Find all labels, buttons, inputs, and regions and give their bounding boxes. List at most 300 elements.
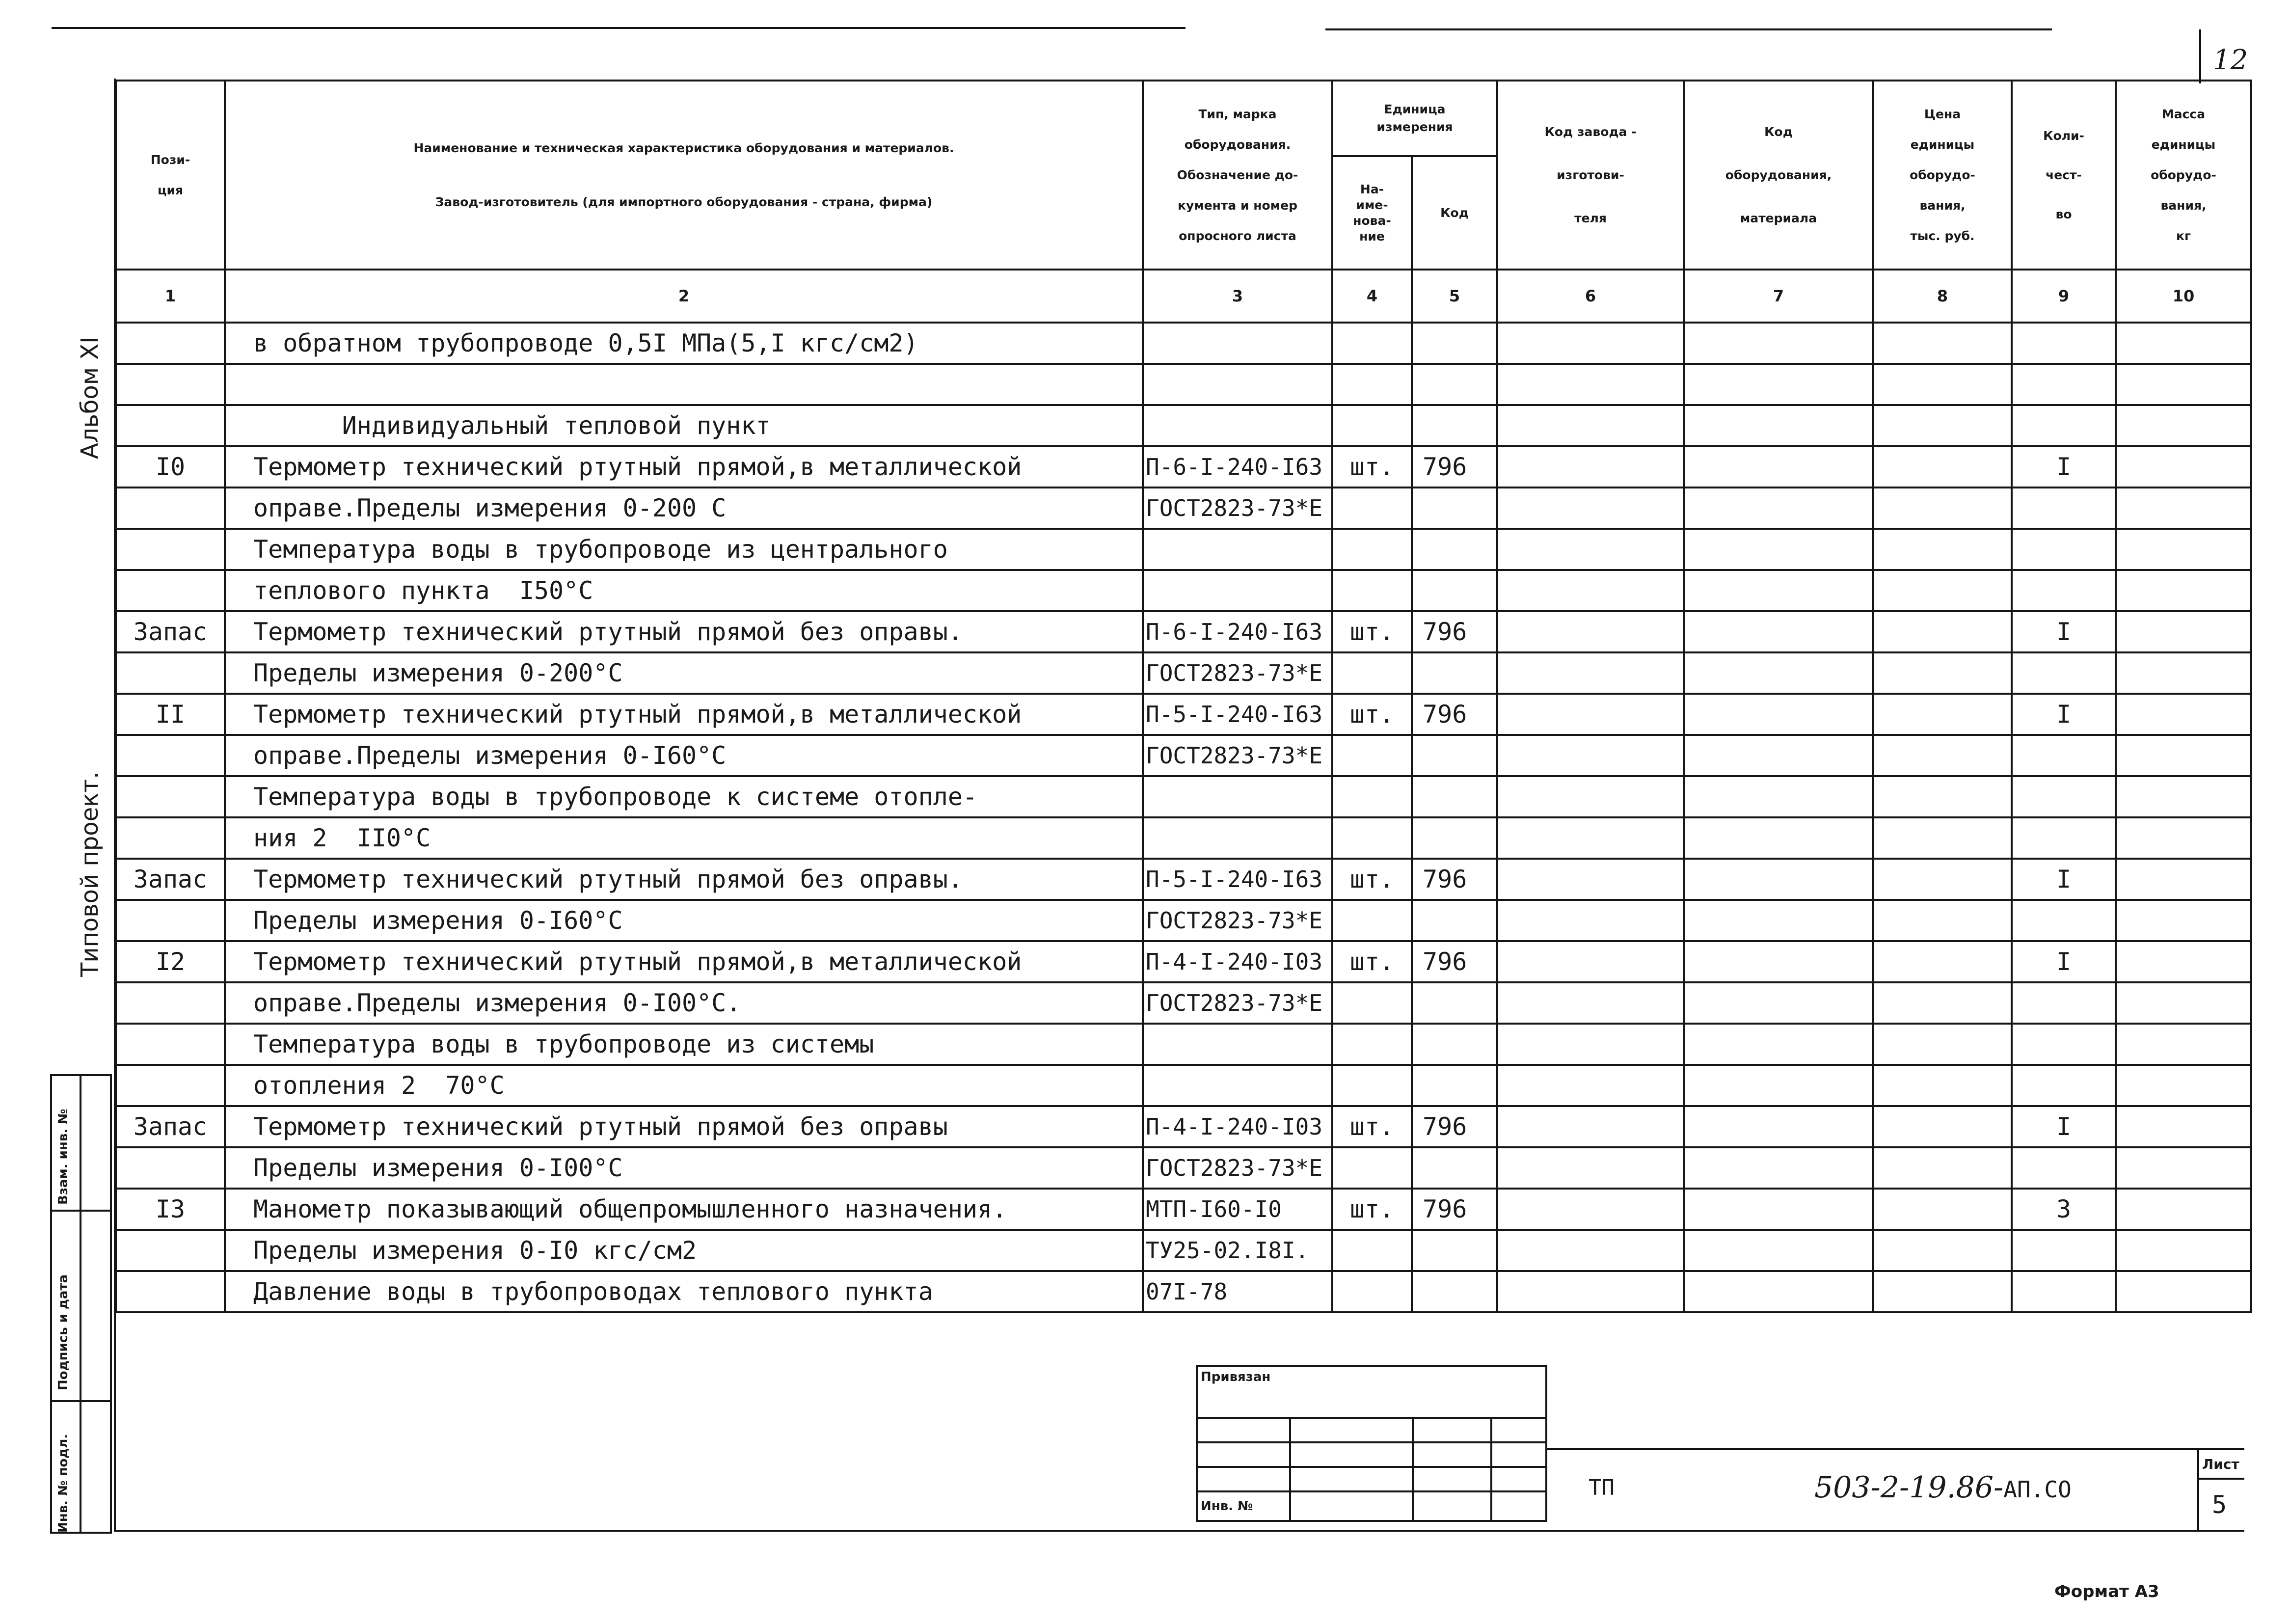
- factory-code-cell: [1497, 570, 1684, 611]
- table-row: [116, 1230, 2251, 1271]
- quantity-cell: [2012, 487, 2116, 529]
- unit-code-cell: [1412, 1065, 1497, 1106]
- unit-code-cell: 796: [1412, 446, 1497, 487]
- position-cell: [116, 1024, 225, 1065]
- position-cell: [116, 776, 225, 817]
- table-row: [116, 859, 2251, 900]
- col-num: 8: [1873, 270, 2012, 323]
- mass-cell: [2116, 776, 2251, 817]
- type-cell: [1143, 364, 1332, 405]
- type-cell: П-4-I-240-I03: [1143, 1106, 1332, 1147]
- quantity-cell: [2012, 900, 2116, 941]
- type-cell: ГОСТ2823-73*Е: [1143, 1147, 1332, 1189]
- name-cell: Пределы измерения 0-I00°С: [225, 1147, 1143, 1189]
- quantity-cell: I: [2012, 694, 2116, 735]
- document-code: [1814, 1470, 2072, 1505]
- quantity-cell: [2012, 776, 2116, 817]
- price-cell: [1873, 364, 2012, 405]
- mass-cell: [2116, 487, 2251, 529]
- table-row: [116, 1147, 2251, 1189]
- position-cell: [116, 487, 225, 529]
- specification-rows: [116, 323, 2251, 1312]
- table-row: [116, 1106, 2251, 1147]
- name-cell: Термометр технический ртутный прямой,в металлической: [225, 694, 1143, 735]
- equipment-code-cell: [1684, 941, 1873, 982]
- price-cell: [1873, 529, 2012, 570]
- table-row: [116, 1024, 2251, 1065]
- price-cell: [1873, 1065, 2012, 1106]
- header-unit-name: На- име- нова- ние: [1333, 157, 1413, 269]
- equipment-code-cell: [1684, 570, 1873, 611]
- unit-code-cell: [1412, 1024, 1497, 1065]
- col-num: 7: [1684, 270, 1873, 323]
- stamp-sheet-divider: [2197, 1478, 2244, 1480]
- col-num: 3: [1143, 270, 1332, 323]
- name-cell: Термометр технический ртутный прямой,в металлической: [225, 941, 1143, 982]
- unit-name-cell: шт.: [1332, 941, 1412, 982]
- name-cell: в обратном трубопроводе 0,5I МПа(5,I кгс/см2): [225, 323, 1143, 364]
- table-row: [116, 446, 2251, 487]
- equipment-code-cell: [1684, 859, 1873, 900]
- col-num: 1: [116, 270, 225, 323]
- factory-code-cell: [1497, 859, 1684, 900]
- name-cell: теплового пункта I50°C: [225, 570, 1143, 611]
- top-rule-right: [1325, 28, 2052, 30]
- table-row: [116, 776, 2251, 817]
- factory-code-cell: [1497, 1271, 1684, 1312]
- unit-code-cell: [1412, 405, 1497, 446]
- col-num: 5: [1412, 270, 1497, 323]
- quantity-cell: I: [2012, 446, 2116, 487]
- position-cell: [116, 735, 225, 776]
- equipment-code-cell: [1684, 817, 1873, 859]
- position-cell: [116, 652, 225, 694]
- equipment-code-cell: [1684, 1147, 1873, 1189]
- unit-name-cell: [1332, 1271, 1412, 1312]
- factory-code-cell: [1497, 1065, 1684, 1106]
- position-cell: [116, 817, 225, 859]
- unit-name-cell: шт.: [1332, 1106, 1412, 1147]
- position-cell: [116, 364, 225, 405]
- unit-name-cell: [1332, 1147, 1412, 1189]
- name-cell: Пределы измерения 0-I60°С: [225, 900, 1143, 941]
- unit-code-cell: [1412, 364, 1497, 405]
- mass-cell: [2116, 982, 2251, 1024]
- factory-code-cell: [1497, 982, 1684, 1024]
- price-cell: [1873, 652, 2012, 694]
- unit-name-cell: [1332, 1230, 1412, 1271]
- equipment-code-cell: [1684, 694, 1873, 735]
- price-cell: [1873, 1106, 2012, 1147]
- factory-code-cell: [1497, 817, 1684, 859]
- mass-cell: [2116, 694, 2251, 735]
- mass-cell: [2116, 900, 2251, 941]
- type-cell: [1143, 323, 1332, 364]
- corner-rule: [2199, 29, 2201, 83]
- type-cell: [1143, 1024, 1332, 1065]
- position-cell: I3: [116, 1189, 225, 1230]
- name-cell: Термометр технический ртутный прямой без оправы: [225, 1106, 1143, 1147]
- unit-name-cell: [1332, 405, 1412, 446]
- type-cell: ГОСТ2823-73*Е: [1143, 652, 1332, 694]
- document-code-suffix: АП.СО: [2003, 1476, 2072, 1503]
- unit-code-cell: 796: [1412, 1106, 1497, 1147]
- position-cell: [116, 1230, 225, 1271]
- unit-name-cell: [1332, 487, 1412, 529]
- table-row: [116, 611, 2251, 652]
- unit-code-cell: [1412, 529, 1497, 570]
- position-cell: [116, 1271, 225, 1312]
- col-num: 2: [225, 270, 1143, 323]
- quantity-cell: [2012, 1024, 2116, 1065]
- type-cell: П-4-I-240-I03: [1143, 941, 1332, 982]
- position-cell: I2: [116, 941, 225, 982]
- type-cell: [1143, 817, 1332, 859]
- sheet-number: 5: [2212, 1490, 2227, 1519]
- quantity-cell: [2012, 1230, 2116, 1271]
- price-cell: [1873, 817, 2012, 859]
- mass-cell: [2116, 323, 2251, 364]
- specification-table: [115, 80, 2252, 1313]
- column-number-row: [116, 270, 2251, 323]
- name-cell: Термометр технический ртутный прямой без оправы.: [225, 859, 1143, 900]
- quantity-cell: [2012, 817, 2116, 859]
- equipment-code-cell: [1684, 1189, 1873, 1230]
- format-label: Формат А3: [2054, 1582, 2159, 1601]
- header-row: [116, 81, 2251, 270]
- factory-code-cell: [1497, 900, 1684, 941]
- name-cell: оправе.Пределы измерения 0-I60°С: [225, 735, 1143, 776]
- position-cell: Запас: [116, 1106, 225, 1147]
- unit-code-cell: [1412, 982, 1497, 1024]
- name-cell: Термометр технический ртутный прямой без оправы.: [225, 611, 1143, 652]
- header-unit-title: Единица измерения: [1333, 81, 1496, 157]
- quantity-cell: [2012, 1065, 2116, 1106]
- type-cell: П-5-I-240-I63: [1143, 859, 1332, 900]
- mass-cell: [2116, 1106, 2251, 1147]
- header-type: Тип, марка оборудования. Обозначение до- кумента и номер опросного листа: [1143, 81, 1332, 270]
- table-row: [116, 1271, 2251, 1312]
- price-cell: [1873, 405, 2012, 446]
- unit-name-cell: [1332, 1065, 1412, 1106]
- project-label: Типовой проект.: [76, 771, 104, 977]
- factory-code-cell: [1497, 735, 1684, 776]
- price-cell: [1873, 859, 2012, 900]
- type-cell: ГОСТ2823-73*Е: [1143, 982, 1332, 1024]
- type-cell: [1143, 570, 1332, 611]
- equipment-code-cell: [1684, 1065, 1873, 1106]
- equipment-code-cell: [1684, 323, 1873, 364]
- unit-name-cell: [1332, 652, 1412, 694]
- header-unit: [1332, 81, 1497, 270]
- equipment-code-cell: [1684, 1271, 1873, 1312]
- unit-name-cell: шт.: [1332, 611, 1412, 652]
- quantity-cell: [2012, 1271, 2116, 1312]
- mass-cell: [2116, 570, 2251, 611]
- equipment-code-cell: [1684, 1230, 1873, 1271]
- factory-code-cell: [1497, 487, 1684, 529]
- price-cell: [1873, 694, 2012, 735]
- type-cell: ГОСТ2823-73*Е: [1143, 735, 1332, 776]
- stamp-right-divider: [2197, 1448, 2199, 1532]
- equipment-code-cell: [1684, 611, 1873, 652]
- position-cell: [116, 529, 225, 570]
- quantity-cell: I: [2012, 611, 2116, 652]
- mass-cell: [2116, 1271, 2251, 1312]
- name-cell: Пределы измерения 0-I0 кгс/см2: [225, 1230, 1143, 1271]
- price-cell: [1873, 1189, 2012, 1230]
- factory-code-cell: [1497, 1024, 1684, 1065]
- position-cell: [116, 405, 225, 446]
- quantity-cell: [2012, 364, 2116, 405]
- quantity-cell: 3: [2012, 1189, 2116, 1230]
- name-cell: Пределы измерения 0-200°С: [225, 652, 1143, 694]
- header-equipment-code: Код оборудования, материала: [1684, 81, 1873, 270]
- type-cell: П-6-I-240-I63: [1143, 611, 1332, 652]
- name-cell: Индивидуальный тепловой пункт: [225, 405, 1143, 446]
- mass-cell: [2116, 364, 2251, 405]
- header-quantity: Коли- чест- во: [2012, 81, 2116, 270]
- unit-name-cell: шт.: [1332, 1189, 1412, 1230]
- stamp-label-inv-orig: Инв. № подл.: [56, 1434, 71, 1533]
- price-cell: [1873, 1230, 2012, 1271]
- unit-name-cell: [1332, 817, 1412, 859]
- attached-label: Привязан: [1197, 1366, 1546, 1418]
- position-cell: I0: [116, 446, 225, 487]
- type-cell: П-5-I-240-I63: [1143, 694, 1332, 735]
- mass-cell: [2116, 1024, 2251, 1065]
- factory-code-cell: [1497, 529, 1684, 570]
- type-cell: МТП-I60-I0: [1143, 1189, 1332, 1230]
- mass-cell: [2116, 1230, 2251, 1271]
- position-cell: Запас: [116, 611, 225, 652]
- factory-code-cell: [1497, 611, 1684, 652]
- quantity-cell: [2012, 982, 2116, 1024]
- price-cell: [1873, 611, 2012, 652]
- equipment-code-cell: [1684, 1024, 1873, 1065]
- table-row: [116, 529, 2251, 570]
- unit-code-cell: [1412, 1271, 1497, 1312]
- unit-code-cell: [1412, 817, 1497, 859]
- factory-code-cell: [1497, 694, 1684, 735]
- name-cell: Термометр технический ртутный прямой,в металлической: [225, 446, 1143, 487]
- name-cell: [225, 364, 1143, 405]
- unit-code-cell: [1412, 652, 1497, 694]
- tp-label: ТП: [1589, 1475, 1615, 1500]
- stamp-label-signature: Подпись и дата: [56, 1274, 71, 1390]
- col-num: 6: [1497, 270, 1684, 323]
- table-row: [116, 652, 2251, 694]
- table-row: [116, 570, 2251, 611]
- table-row: [116, 1189, 2251, 1230]
- mass-cell: [2116, 817, 2251, 859]
- mass-cell: [2116, 652, 2251, 694]
- name-cell: оправе.Пределы измерения 0-I00°С.: [225, 982, 1143, 1024]
- table-row: [116, 1065, 2251, 1106]
- header-factory-code: Код завода - изготови- теля: [1497, 81, 1684, 270]
- unit-code-cell: 796: [1412, 941, 1497, 982]
- top-rule-left: [52, 27, 1185, 29]
- inv-label: Инв. №: [1197, 1491, 1290, 1521]
- col-num: 9: [2012, 270, 2116, 323]
- name-cell: отопления 2 70°С: [225, 1065, 1143, 1106]
- quantity-cell: [2012, 652, 2116, 694]
- unit-name-cell: [1332, 323, 1412, 364]
- name-cell: Манометр показывающий общепромышленного назначения.: [225, 1189, 1143, 1230]
- name-cell: ния 2 II0°С: [225, 817, 1143, 859]
- position-cell: [116, 982, 225, 1024]
- factory-code-cell: [1497, 323, 1684, 364]
- table-row: [116, 694, 2251, 735]
- mass-cell: [2116, 1189, 2251, 1230]
- price-cell: [1873, 570, 2012, 611]
- col-num: 10: [2116, 270, 2251, 323]
- type-cell: ТУ25-02.I8I.: [1143, 1230, 1332, 1271]
- mass-cell: [2116, 1065, 2251, 1106]
- unit-code-cell: [1412, 487, 1497, 529]
- unit-name-cell: [1332, 364, 1412, 405]
- header-name: Наименование и техническая характеристика оборудования и материалов. Завод-изготовитель (для импортного оборудования - страна, фирма): [225, 81, 1143, 270]
- price-cell: [1873, 487, 2012, 529]
- type-cell: [1143, 529, 1332, 570]
- equipment-code-cell: [1684, 405, 1873, 446]
- unit-name-cell: шт.: [1332, 446, 1412, 487]
- table-row: [116, 487, 2251, 529]
- type-cell: 07I-78: [1143, 1271, 1332, 1312]
- unit-code-cell: [1412, 735, 1497, 776]
- position-cell: II: [116, 694, 225, 735]
- price-cell: [1873, 735, 2012, 776]
- factory-code-cell: [1497, 1147, 1684, 1189]
- table-row: [116, 817, 2251, 859]
- mass-cell: [2116, 405, 2251, 446]
- price-cell: [1873, 1147, 2012, 1189]
- col-num: 4: [1332, 270, 1412, 323]
- factory-code-cell: [1497, 941, 1684, 982]
- header-position: Пози- ция: [116, 81, 225, 270]
- factory-code-cell: [1497, 652, 1684, 694]
- quantity-cell: [2012, 323, 2116, 364]
- unit-name-cell: [1332, 900, 1412, 941]
- type-cell: [1143, 1065, 1332, 1106]
- unit-name-cell: [1332, 529, 1412, 570]
- unit-code-cell: [1412, 570, 1497, 611]
- quantity-cell: I: [2012, 941, 2116, 982]
- unit-name-cell: [1332, 982, 1412, 1024]
- factory-code-cell: [1497, 364, 1684, 405]
- price-cell: [1873, 323, 2012, 364]
- quantity-cell: [2012, 735, 2116, 776]
- equipment-code-cell: [1684, 1106, 1873, 1147]
- table-row: [116, 900, 2251, 941]
- equipment-code-cell: [1684, 446, 1873, 487]
- header-mass: Масса единицы оборудо- вания, кг: [2116, 81, 2251, 270]
- equipment-code-cell: [1684, 364, 1873, 405]
- left-stamp-strip: [50, 1074, 112, 1534]
- header-unit-code: Код: [1440, 205, 1469, 220]
- table-row: [116, 941, 2251, 982]
- position-cell: [116, 1065, 225, 1106]
- equipment-code-cell: [1684, 900, 1873, 941]
- position-cell: [116, 323, 225, 364]
- unit-name-cell: [1332, 735, 1412, 776]
- name-cell: Температура воды в трубопроводе из центрального: [225, 529, 1143, 570]
- type-cell: [1143, 405, 1332, 446]
- mass-cell: [2116, 941, 2251, 982]
- unit-name-cell: шт.: [1332, 859, 1412, 900]
- name-cell: Температура воды в трубопроводе к системе отопле-: [225, 776, 1143, 817]
- equipment-code-cell: [1684, 529, 1873, 570]
- price-cell: [1873, 776, 2012, 817]
- unit-name-cell: [1332, 570, 1412, 611]
- equipment-code-cell: [1684, 982, 1873, 1024]
- unit-name-cell: [1332, 776, 1412, 817]
- name-cell: оправе.Пределы измерения 0-200 С: [225, 487, 1143, 529]
- stamp-top-rule: [1547, 1448, 2244, 1450]
- unit-code-cell: 796: [1412, 1189, 1497, 1230]
- price-cell: [1873, 900, 2012, 941]
- table-row: [116, 364, 2251, 405]
- factory-code-cell: [1497, 405, 1684, 446]
- position-cell: [116, 1147, 225, 1189]
- equipment-code-cell: [1684, 735, 1873, 776]
- factory-code-cell: [1497, 776, 1684, 817]
- factory-code-cell: [1497, 1189, 1684, 1230]
- factory-code-cell: [1497, 1230, 1684, 1271]
- unit-code-cell: 796: [1412, 611, 1497, 652]
- name-cell: Давление воды в трубопроводах теплового пункта: [225, 1271, 1143, 1312]
- mass-cell: [2116, 446, 2251, 487]
- document-code-number: 503-2-19.86-: [1814, 1470, 2004, 1505]
- table-row: [116, 982, 2251, 1024]
- type-cell: ГОСТ2823-73*Е: [1143, 900, 1332, 941]
- sheet-corner-number: 12: [2213, 44, 2248, 76]
- factory-code-cell: [1497, 446, 1684, 487]
- quantity-cell: I: [2012, 859, 2116, 900]
- mass-cell: [2116, 1147, 2251, 1189]
- table-row: [116, 735, 2251, 776]
- album-label: Альбом XI: [76, 336, 104, 459]
- type-cell: ГОСТ2823-73*Е: [1143, 487, 1332, 529]
- quantity-cell: [2012, 405, 2116, 446]
- unit-code-cell: [1412, 1230, 1497, 1271]
- unit-code-cell: [1412, 1147, 1497, 1189]
- position-cell: [116, 900, 225, 941]
- type-cell: [1143, 776, 1332, 817]
- stamp-label-replaced: Взам. инв. №: [56, 1109, 71, 1205]
- position-cell: [116, 570, 225, 611]
- mass-cell: [2116, 611, 2251, 652]
- equipment-code-cell: [1684, 652, 1873, 694]
- mass-cell: [2116, 859, 2251, 900]
- price-cell: [1873, 982, 2012, 1024]
- title-block: [1196, 1365, 2244, 1532]
- position-cell: Запас: [116, 859, 225, 900]
- type-cell: П-6-I-240-I63: [1143, 446, 1332, 487]
- equipment-code-cell: [1684, 487, 1873, 529]
- price-cell: [1873, 1024, 2012, 1065]
- mass-cell: [2116, 529, 2251, 570]
- unit-code-cell: [1412, 776, 1497, 817]
- header-price: Цена единицы оборудо- вания, тыс. руб.: [1873, 81, 2012, 270]
- unit-code-cell: 796: [1412, 694, 1497, 735]
- factory-code-cell: [1497, 1106, 1684, 1147]
- quantity-cell: [2012, 570, 2116, 611]
- name-cell: Температура воды в трубопроводе из системы: [225, 1024, 1143, 1065]
- table-row: [116, 323, 2251, 364]
- quantity-cell: I: [2012, 1106, 2116, 1147]
- mass-cell: [2116, 735, 2251, 776]
